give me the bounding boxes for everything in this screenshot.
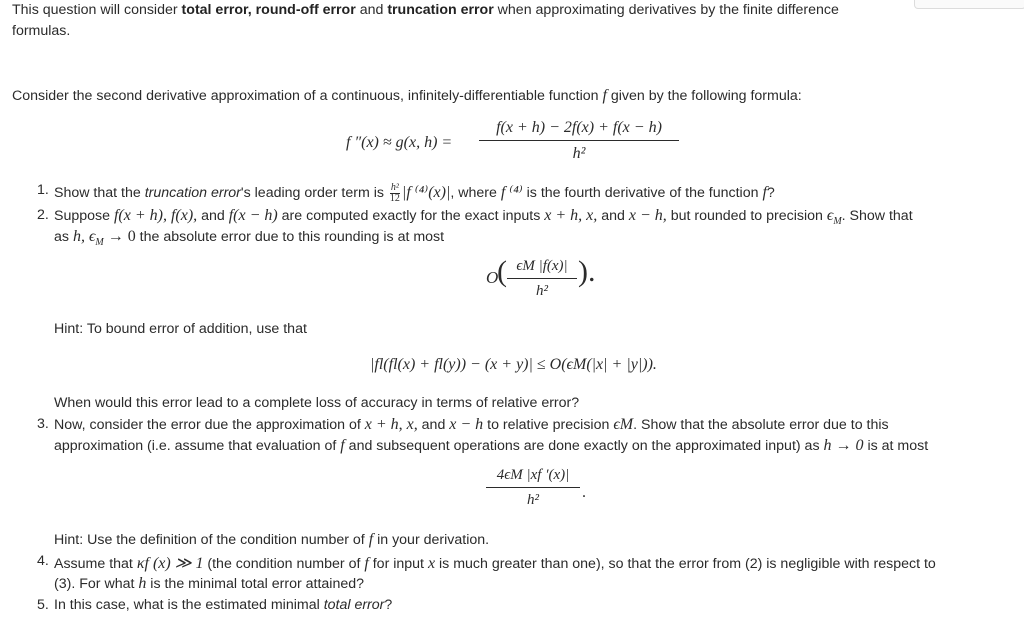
q3-line-1: Now, consider the error due the approximation of x + h, x, and x − h to relative precision ϵM. Show that the absolute error due to this xyxy=(54,416,889,433)
intro-line-1: This question will consider total error, round-off error and truncation error when approximating derivatives by the finite difference xyxy=(12,2,839,18)
formula-fraction xyxy=(479,119,679,163)
q2-bound-lparen: ( xyxy=(497,255,507,288)
consider-text: Consider the second derivative approximation of a continuous, infinitely-differentiable function f given by the following formula: xyxy=(12,87,802,104)
formula-numerator: f(x + h) − 2f(x) + f(x − h) xyxy=(496,119,662,136)
q3-hint: Hint: Use the definition of the condition number of f in your derivation. xyxy=(54,531,490,548)
q2-line-1: Suppose f(x + h), f(x), and f(x − h) are computed exactly for the exact inputs x + h, x, and x − h, but rounded to precision $\epsilon_M$. Show that xyxy=(54,207,913,227)
q2-bound-fraction: ϵM |f(x)| h² xyxy=(507,258,577,300)
q2-hint-label: Hint: To bound error of addition, use that xyxy=(54,321,307,337)
q4-line-1: Assume that κf (x) ≫ 1 (the condition number of f for input x is much greater than one), so that the error from (2) is negligible with respect to xyxy=(54,555,936,572)
q4-number: 4. xyxy=(37,553,49,569)
q2-bound-rparen: ). xyxy=(578,255,596,288)
q1-fraction: $\frac{\text{h²}}{12}$ xyxy=(389,181,400,204)
q2-line-2: as h, $\epsilon_M \to 0$ the absolute error due to this rounding is at most xyxy=(54,228,445,248)
q3-line-2: approximation (i.e. assume that evaluation of f and subsequent operations are done exactly on the approximated input) as h → 0 is at most xyxy=(54,437,929,454)
intro-line-2: formulas. xyxy=(12,23,71,39)
formula-lhs: f ″(x) ≈ g(x, h) = xyxy=(346,134,453,151)
q3-number: 3. xyxy=(37,416,49,432)
q3-bound-fraction: 4ϵM |xf ′(x)| h² xyxy=(486,467,580,509)
q2-hint-formula: |fl(fl(x) + fl(y)) − (x + y)| ≤ O(ϵM(|x| + |y|)). xyxy=(370,356,657,373)
q4-line-2: (3). For what h is the minimal total error attained? xyxy=(54,575,365,592)
q2-bound-O: O xyxy=(486,268,499,287)
q2-number: 2. xyxy=(37,207,49,223)
q5-text: In this case, what is the estimated minimal total error? xyxy=(54,597,393,613)
q2-question: When would this error lead to a complete loss of accuracy in terms of relative error? xyxy=(54,395,580,411)
top-right-box xyxy=(914,0,1024,9)
q1-number: 1. xyxy=(37,182,49,198)
q1-text: Show that the truncation error's leading order term is $\frac{\text{h²}}{12} |f$ ⁽⁴⁾(x)|, where f ⁽⁴⁾ is the fourth derivative of the function f? xyxy=(54,181,775,204)
q5-number: 5. xyxy=(37,597,49,613)
q3-bound-period: . xyxy=(582,484,586,501)
formula-denominator: h² xyxy=(572,145,586,162)
